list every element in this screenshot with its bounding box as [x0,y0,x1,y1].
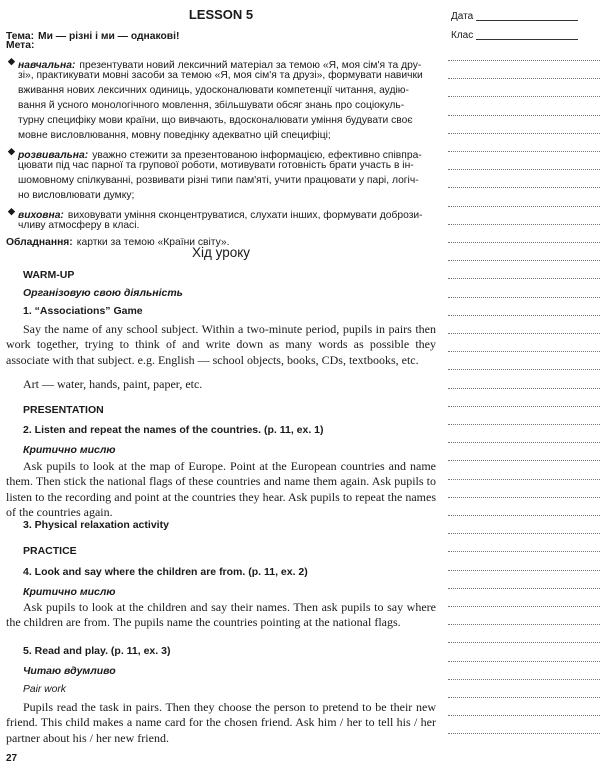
note-line [448,661,600,662]
topic-line: Тема: Ми — різні і ми — однакові! [6,31,180,42]
goal-line: турну специфіку мови країни, що вивчають, вдосконалювати уміння будувати своє [18,115,413,126]
note-line [448,169,600,170]
note-line [448,333,600,334]
activity-title: 5. Read and play. (p. 11, ex. 3) [23,645,171,657]
note-line [448,624,600,625]
section-subheading: Читаю вдумливо [23,665,116,677]
note-line [448,551,600,552]
note-line [448,242,600,243]
note-line [448,133,600,134]
note-line [448,424,600,425]
note-line [448,570,600,571]
activity-text: Pupils read the task in pairs. Then they choose the person to pretend to be their new friend. This child makes a name card for the chosen friend. Ask him / her to tell his / her partner about his / her new friend. [6,700,436,745]
note-line [448,369,600,370]
note-line [448,315,600,316]
lesson-title: Хід уроку [191,245,251,260]
notes-margin [448,0,600,766]
note-line [448,442,600,443]
goal-line: мовне висловлювання, мовну поведінку адекватно цій специфіці; [18,130,331,141]
note-line [448,278,600,279]
topic-text: Ми — різні і ми — однакові! [38,31,180,42]
goal-line: розвивальна: уважно стежити за презентованою інформацією, ефективно співпра- [18,150,422,161]
note-line [448,497,600,498]
note-line [448,606,600,607]
note-line [448,260,600,261]
note-line [448,151,600,152]
note-line [448,460,600,461]
note-line [448,406,600,407]
class-field[interactable] [476,39,578,40]
activity-title: 4. Look and say where the children are from. (p. 11, ex. 2) [23,566,308,578]
note-line [448,588,600,589]
activity-text: Ask pupils to look at the map of Europe. Point at the European countries and name them. Then stick the national flags of these countries and name them again. Ask pupils to listen to the recording and point at the countries they hear. Ask pupils to repeat the names of the countries again. [6,459,436,520]
section-subheading: Організовую свою діяльність [23,287,183,299]
goal-line: вання й усного монологічного мовлення, збільшувати обсяг знань про соціокуль- [18,100,405,111]
goal-line: виховна: виховувати уміння сконцентруватися, слухати інших, формувати добрози- [18,210,423,221]
activity-text: Say the name of any school subject. Within a two-minute period, pupils in pairs then work together, trying to think of and write down as many words as possible they associate with that subject. e.g. English — school objects, books, CDs, textbooks, etc. [6,322,436,367]
date-label: Дата [451,11,474,22]
goal-line: шомовному спілкуванні, розвивати різні типи пам'яті, учити працювати у парі, логіч- [18,175,419,186]
note-line [448,642,600,643]
class-label: Клас [451,30,474,41]
note-line [448,733,600,734]
goal-line: навчальна: презентувати новий лексичний матеріал за темою «Я, моя сім'я та дру- [18,60,422,71]
section-heading: PRESENTATION [23,404,104,416]
note-line [448,115,600,116]
work-mode: Pair work [23,684,66,695]
lesson-heading: LESSON 5 [188,7,254,22]
note-line [448,679,600,680]
goal-line: но висловлювати думку; [18,190,135,201]
note-line [448,697,600,698]
activity-text: Ask pupils to look at the children and say their names. Then ask pupils to say where the children are from. The pupils name the countries pointing at the national flags. [6,600,436,630]
bullet-icon: ◆ [8,146,15,156]
note-line [448,297,600,298]
note-line [448,96,600,97]
equipment-line: Обладнання: картки за темою «Країни світу». [6,237,230,248]
page-number: 27 [6,753,18,764]
activity-title: 3. Physical relaxation activity [23,519,169,531]
note-line [448,187,600,188]
bullet-icon: ◆ [8,56,15,66]
section-heading: PRACTICE [23,545,77,557]
goal-line: цювати під час парної та групової роботи, мотивувати готовність брати участь в ін- [18,160,414,171]
note-line [448,388,600,389]
note-line [448,533,600,534]
note-line [448,78,600,79]
note-line [448,206,600,207]
activity-title: 1. “Associations” Game [23,305,143,317]
activity-title: 2. Listen and repeat the names of the countries. (p. 11, ex. 1) [23,424,324,436]
note-line [448,224,600,225]
goal-line: чливу атмосферу в класі. [18,220,140,231]
goals-label: Мета: [6,40,35,51]
note-line [448,479,600,480]
goal-line: вживання нових лексичних одиниць, удосконалювати компетенції читання, аудію- [18,85,409,96]
note-line [448,351,600,352]
note-line [448,715,600,716]
section-subheading: Критично мислю [23,586,116,598]
section-subheading: Критично мислю [23,444,116,456]
note-line [448,515,600,516]
goal-line: зі», практикувати мовні засоби за темою «Я, моя сім'я та друзі», формувати навички [18,70,423,81]
section-heading: WARM-UP [23,269,75,281]
activity-example: Art — water, hands, paint, paper, etc. [23,377,203,391]
bullet-icon: ◆ [8,206,15,216]
date-field[interactable] [476,20,578,21]
note-line [448,60,600,61]
